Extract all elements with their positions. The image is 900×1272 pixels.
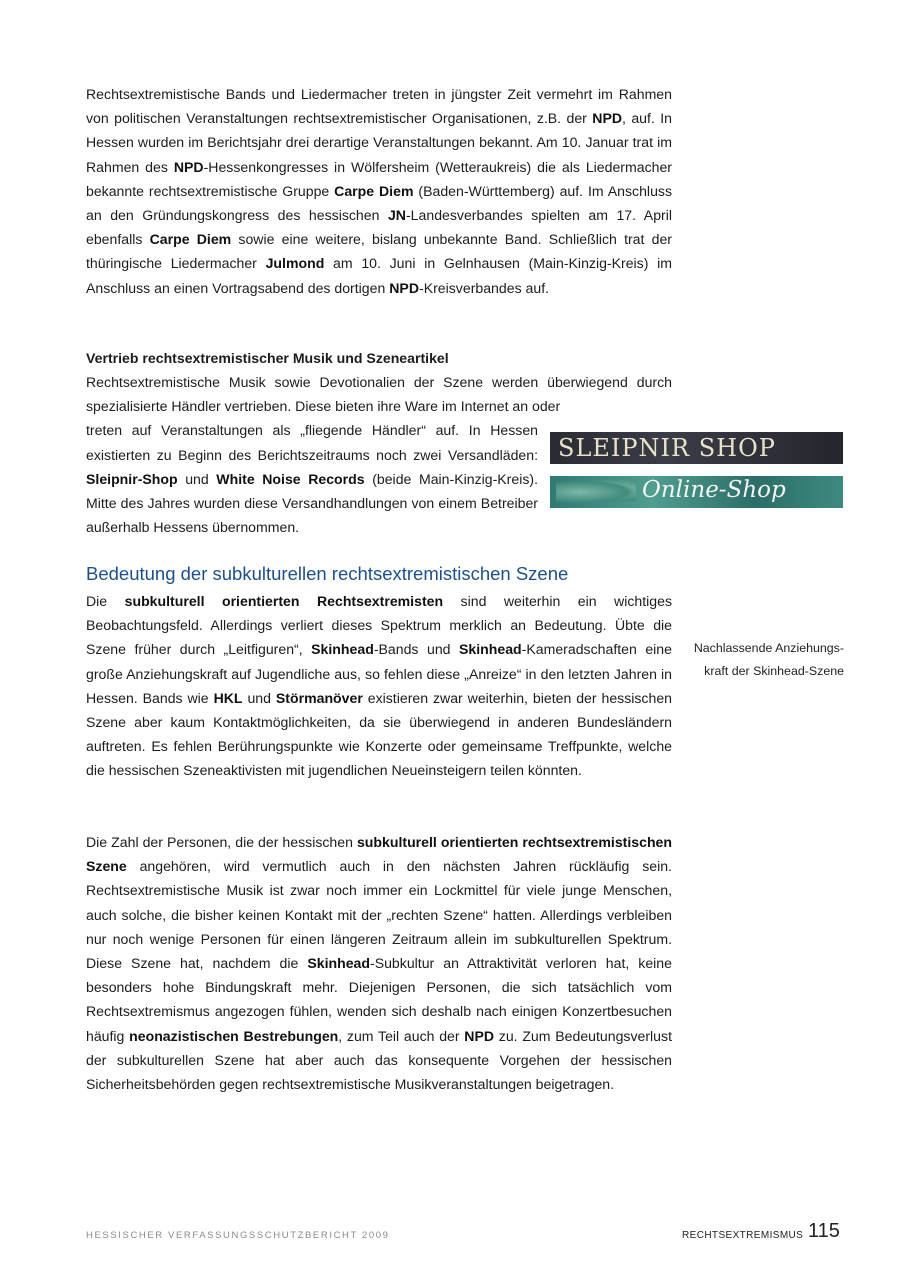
- bold-term: Störmanöver: [275, 689, 363, 706]
- online-shop-banner: [550, 476, 843, 508]
- bold-term: Sleipnir-Shop: [86, 470, 178, 487]
- text-run: zu. Zum Bedeutungsverlust der subkulturellen Szene hat aber auch das konsequente Vorgehen der hessischen Sicherheitsbehörden gegen rechtsextremistische Musikveranstaltungen beigetragen.: [86, 1027, 672, 1093]
- margin-note-line: kraft der Skinhead-Szene: [704, 664, 844, 678]
- text-run: Rechtsextremistische Musik sowie Devotionalien der Szene werden überwiegend durch spezialisierte Händler vertrieben. Diese bieten ihre Ware im Internet an oder: [86, 374, 672, 415]
- text-run: -Kameradschaften eine große Anziehungskraft auf Jugendliche aus, so fehlen diese „Anreize“ in den letzten Jahren in Hessen. Bands wie: [86, 641, 672, 706]
- bold-term: Skinhead: [311, 641, 374, 658]
- paragraph-decline-outlook: [86, 830, 672, 1096]
- bold-term: Skinhead: [307, 955, 370, 972]
- text-run: und: [177, 470, 217, 487]
- margin-note-line: Nachlassende Anziehungs-: [693, 641, 844, 655]
- text-run: Rechtsextremistische Bands und Liedermacher treten in jüngster Zeit vermehrt im Rahmen von politischen Veranstaltungen rechtsextremistischer Organisationen, z.B. der: [86, 86, 672, 127]
- bold-term: Carpe Diem: [334, 182, 414, 199]
- text-run: treten auf Veranstaltungen als „fliegende Händler“ auf. In Hessen existierten zu Beginn des Berichtszeitraums noch zwei Versandläden:: [86, 422, 538, 463]
- bold-term: subkulturell orientierten rechtsextremistischen Szene: [86, 834, 673, 875]
- footer-report-title: HESSISCHER VERFASSUNGSSCHUTZBERICHT 2009: [86, 1230, 390, 1241]
- text-run: (Baden-Württemberg) auf. Im Anschluss an den Gründungskongress des hessischen: [86, 182, 672, 224]
- margin-note: [686, 637, 844, 683]
- subheading: Vertrieb rechtsextremistischer Musik und Szeneartikel: [86, 350, 449, 366]
- text-run: Die Zahl der Personen, die der hessischen: [86, 834, 357, 850]
- paragraph-live-music-events: [86, 82, 672, 300]
- text-run: angehören, wird vermutlich auch in den nächsten Jahren rückläufig sein. Rechtsextremistische Musik ist zwar noch immer ein Lockmittel für viele junge Menschen, auch solche, die bisher keinen Kontakt mit der „rechten Szene“ hatten. Allerdings verbleiben nur noch wenige Personen für einen längeren Zeitraum allein im subkulturellen Spektrum. Diese Szene hat, nachdem die: [86, 858, 672, 972]
- page-number: 115: [808, 1220, 840, 1242]
- bold-term: NPD: [464, 1027, 495, 1044]
- text-run: sind weiterhin ein wichtiges Beobachtungsfeld. Allerdings verliert dieses Spektrum merklich an Bedeutung. Übte die Szene früher durch „Leitfiguren“,: [86, 593, 672, 658]
- bold-term: White Noise Records: [216, 470, 365, 487]
- text-run: existieren zwar weiterhin, bieten der hessischen Szene aber kaum Kontaktmöglichkeiten, da sie überwiegend in anderen Bundesländern auftreten. Es fehlen Berührungspunkte wie Konzerte oder gemeinsame Treffpunkte, welche die hessischen Szeneaktivisten mit jugendlichen Neueinsteigern teilen könnten.: [86, 689, 672, 779]
- section-title: Bedeutung der subkulturellen rechtsextremistischen Szene: [86, 563, 569, 584]
- bold-term: Julmond: [265, 255, 325, 272]
- text-run: sowie eine weitere, bislang unbekannte Band. Schließlich trat der thüringische Liedermacher: [86, 231, 672, 272]
- bold-term: NPD: [592, 110, 623, 127]
- leaf-ornament-icon: [556, 480, 636, 504]
- text-run: -Landesverbandes spielten am 17. April ebenfalls: [86, 207, 672, 248]
- bold-term: NPD: [389, 279, 419, 296]
- wrapped-text-block: [86, 418, 538, 539]
- text-run: (beide Main-Kinzig-Kreis). Mitte des Jahres wurden diese Versandhandlungen von einem Betreiber außerhalb Hessens übernommen.: [86, 470, 538, 536]
- banner-logo-text: Online-Shop: [642, 477, 786, 503]
- text-run: , auf. In Hessen wurden im Berichtsjahr drei derartige Veranstaltungen bekannt. Am 10. Januar trat im Rahmen des: [86, 110, 673, 175]
- bold-term: Skinhead: [459, 641, 522, 658]
- text-run: Die: [86, 593, 125, 609]
- bold-term: JN: [387, 207, 406, 224]
- bold-term: subkulturell orientierten Rechtsextremisten: [124, 593, 444, 609]
- text-run: und: [242, 689, 276, 706]
- text-run: , zum Teil auch der: [338, 1027, 465, 1044]
- sleipnir-shop-banner: [550, 432, 843, 464]
- paragraph-subculture-significance: [86, 589, 672, 783]
- bold-term: Carpe Diem: [149, 231, 232, 248]
- bold-term: neonazistischen Bestrebungen: [129, 1027, 339, 1044]
- bold-term: HKL: [213, 689, 243, 706]
- text-run: -Kreisverbandes auf.: [419, 279, 550, 296]
- bold-term: NPD: [173, 158, 204, 175]
- text-run: am 10. Juni in Gelnhausen (Main-Kinzig-Kreis) im Anschluss an einen Vortragsabend des dortigen: [86, 255, 672, 296]
- banner-logo-text: SLEIPNIR SHOP: [558, 434, 776, 462]
- text-run: -Subkultur an Attraktivität verloren hat, keine besonders hohe Bindungskraft mehr. Diejenigen Personen, die sich tatsächlich vom Rechtsextremismus angezogen fühlen, wenden sich deshalb nach einigen Konzertbesuchen häufig: [86, 955, 672, 1044]
- text-run: -Bands und: [373, 641, 459, 658]
- text-run: -Hessenkongresses in Wölfersheim (Wetteraukreis) die als Liedermacher bekannte rechtsextremistische Gruppe: [86, 158, 672, 199]
- footer-chapter: RECHTSEXTREMISMUS: [682, 1230, 804, 1241]
